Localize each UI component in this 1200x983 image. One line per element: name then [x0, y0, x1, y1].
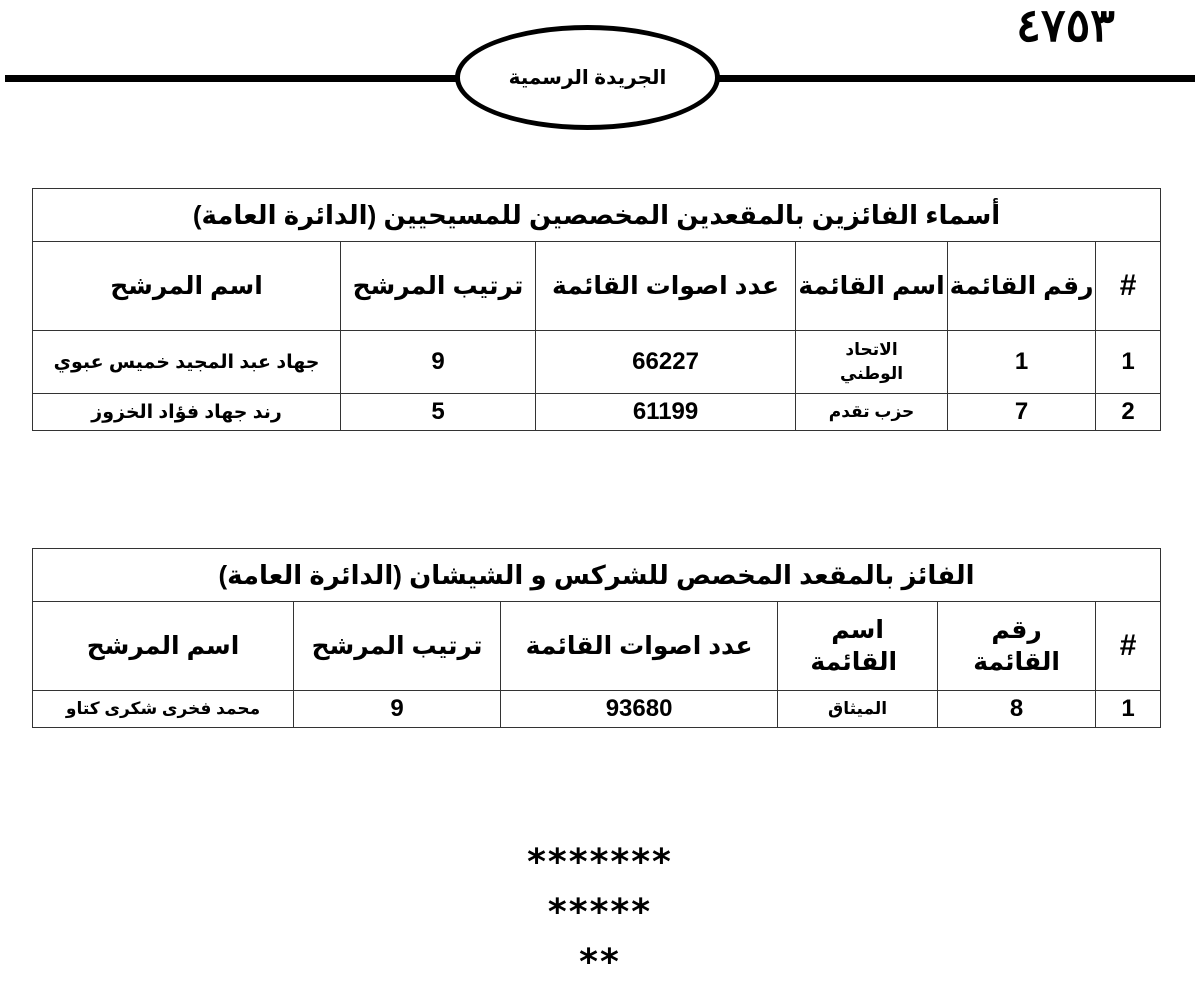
cell-index: 1	[1096, 331, 1161, 394]
column-header-list-votes: عدد اصوات القائمة	[501, 602, 778, 691]
column-header-candidate-name: اسم المرشح	[33, 242, 341, 331]
column-header-list-number: رقم القائمة	[948, 242, 1096, 331]
cell-list-votes: 93680	[501, 691, 778, 728]
cell-candidate-name: جهاد عبد المجيد خميس عبوي	[33, 331, 341, 394]
cell-index: 1	[1096, 691, 1161, 728]
christian-seats-table	[32, 188, 1161, 431]
table-title: أسماء الفائزين بالمقعدين المخصصين للمسيحيين (الدائرة العامة)	[33, 189, 1161, 242]
column-header-list-name: اسم القائمة	[796, 242, 948, 331]
column-header-candidate-rank: ترتيب المرشح	[294, 602, 501, 691]
table-header-row	[33, 242, 1161, 331]
publication-title-oval	[455, 25, 720, 130]
column-header-candidate-name: اسم المرشح	[33, 602, 294, 691]
table-title: الفائز بالمقعد المخصص للشركس و الشيشان (الدائرة العامة)	[33, 549, 1161, 602]
table-row	[33, 691, 1161, 728]
column-header-list-votes: عدد اصوات القائمة	[536, 242, 796, 331]
column-header-candidate-rank: ترتيب المرشح	[341, 242, 536, 331]
section-separator-stars-2: *****	[547, 892, 653, 933]
cell-list-name: الميثاق	[778, 691, 938, 728]
cell-list-number: 7	[948, 394, 1096, 431]
column-header-index: #	[1096, 602, 1161, 691]
cell-candidate-rank: 9	[341, 331, 536, 394]
cell-list-name: حزب تقدم	[796, 394, 948, 431]
section-separator-stars-1: *******	[527, 842, 673, 883]
page-number: ٤٧٥٣	[1016, 0, 1115, 52]
cell-candidate-rank: 5	[341, 394, 536, 431]
cell-list-number: 1	[948, 331, 1096, 394]
cell-index: 2	[1096, 394, 1161, 431]
cell-candidate-rank: 9	[294, 691, 501, 728]
table-row	[33, 331, 1161, 394]
circassian-chechen-seat-table	[32, 548, 1161, 728]
section-separator-stars-3: **	[579, 942, 621, 983]
cell-candidate-name: رند جهاد فؤاد الخزوز	[33, 394, 341, 431]
column-header-list-name: اسم القائمة	[778, 602, 938, 691]
table-header-row	[33, 602, 1161, 691]
cell-list-name: الاتحاد الوطني	[796, 331, 948, 394]
cell-list-votes: 66227	[536, 331, 796, 394]
column-header-list-number: رقم القائمة	[938, 602, 1096, 691]
cell-candidate-name: محمد فخرى شكرى كتاو	[33, 691, 294, 728]
cell-list-votes: 61199	[536, 394, 796, 431]
publication-title: الجريدة الرسمية	[508, 67, 667, 89]
column-header-index: #	[1096, 242, 1161, 331]
table-row	[33, 394, 1161, 431]
cell-list-number: 8	[938, 691, 1096, 728]
